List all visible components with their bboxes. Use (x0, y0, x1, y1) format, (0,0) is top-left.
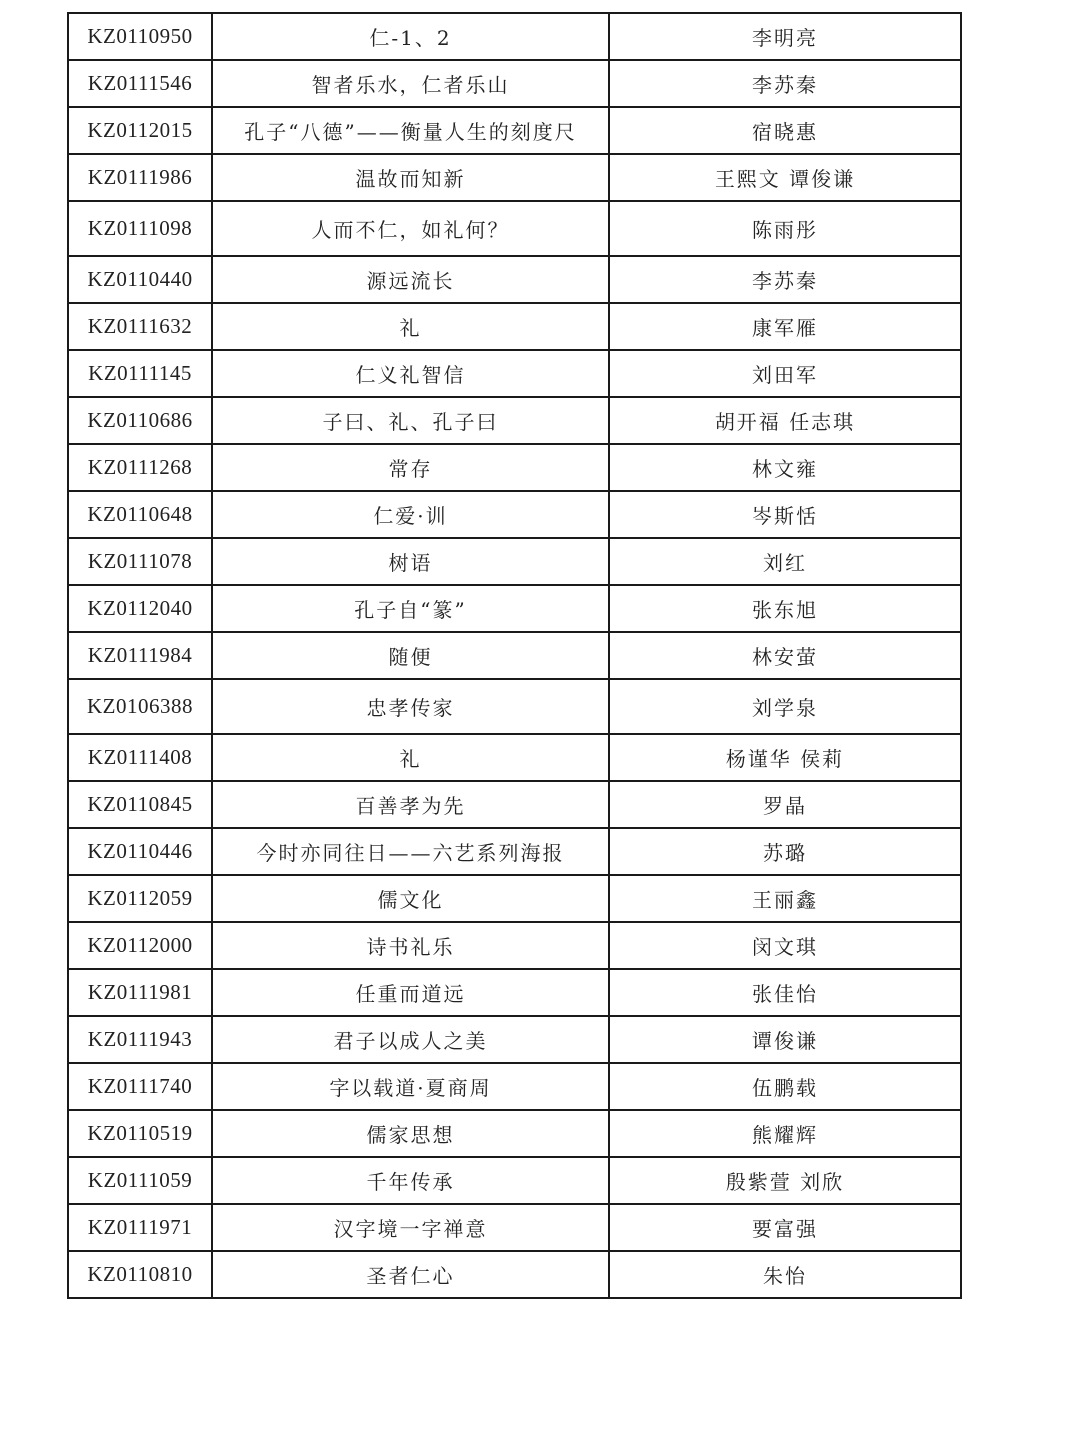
entry-id-cell: KZ0110519 (68, 1110, 212, 1157)
entry-title-cell: 礼 (212, 734, 609, 781)
entry-author-cell: 杨谨华 侯莉 (609, 734, 961, 781)
entry-id-cell: KZ0111268 (68, 444, 212, 491)
entry-author-cell: 伍鹏载 (609, 1063, 961, 1110)
table-row (68, 734, 961, 781)
entry-author-cell: 谭俊谦 (609, 1016, 961, 1063)
entry-id-cell: KZ0112000 (68, 922, 212, 969)
entry-title-cell: 忠孝传家 (212, 679, 609, 734)
entry-author-cell: 李苏秦 (609, 256, 961, 303)
entry-id-cell: KZ0111546 (68, 60, 212, 107)
entry-title-cell: 仁爱·训 (212, 491, 609, 538)
table-row (68, 679, 961, 734)
table-row (68, 397, 961, 444)
entry-author-cell: 王熙文 谭俊谦 (609, 154, 961, 201)
entry-title-cell: 礼 (212, 303, 609, 350)
entry-title-cell: 汉字境一字禅意 (212, 1204, 609, 1251)
table-row (68, 303, 961, 350)
entry-author-cell: 刘学泉 (609, 679, 961, 734)
table-row (68, 781, 961, 828)
entry-title-cell: 字以载道·夏商周 (212, 1063, 609, 1110)
entry-author-cell: 张佳怡 (609, 969, 961, 1016)
table-row (68, 969, 961, 1016)
entry-id-cell: KZ0111632 (68, 303, 212, 350)
entry-id-cell: KZ0111971 (68, 1204, 212, 1251)
table-row (68, 350, 961, 397)
entry-author-cell: 闵文琪 (609, 922, 961, 969)
entry-title-cell: 圣者仁心 (212, 1251, 609, 1298)
table-row (68, 828, 961, 875)
entry-title-cell: 任重而道远 (212, 969, 609, 1016)
entry-author-cell: 熊耀辉 (609, 1110, 961, 1157)
entry-title-cell: 君子以成人之美 (212, 1016, 609, 1063)
entry-title-cell: 千年传承 (212, 1157, 609, 1204)
entry-id-cell: KZ0111943 (68, 1016, 212, 1063)
entry-title-cell: 儒家思想 (212, 1110, 609, 1157)
table-row (68, 632, 961, 679)
entry-id-cell: KZ0110648 (68, 491, 212, 538)
table-row (68, 1016, 961, 1063)
entry-title-cell: 源远流长 (212, 256, 609, 303)
entry-author-cell: 苏璐 (609, 828, 961, 875)
entry-id-cell: KZ0111078 (68, 538, 212, 585)
entry-title-cell: 树语 (212, 538, 609, 585)
table-row (68, 1204, 961, 1251)
entry-author-cell: 殷紫萱 刘欣 (609, 1157, 961, 1204)
entry-author-cell: 王丽鑫 (609, 875, 961, 922)
entry-author-cell: 宿晓惠 (609, 107, 961, 154)
entry-title-cell: 仁-1、2 (212, 13, 609, 60)
entry-id-cell: KZ0111098 (68, 201, 212, 256)
entry-id-cell: KZ0111981 (68, 969, 212, 1016)
entry-id-cell: KZ0106388 (68, 679, 212, 734)
table-row (68, 875, 961, 922)
entry-title-cell: 温故而知新 (212, 154, 609, 201)
entry-id-cell: KZ0110686 (68, 397, 212, 444)
entry-title-cell: 孔子自“篆” (212, 585, 609, 632)
entry-title-cell: 常存 (212, 444, 609, 491)
table-row (68, 1110, 961, 1157)
table-row (68, 538, 961, 585)
entry-author-cell: 胡开福 任志琪 (609, 397, 961, 444)
entry-author-cell: 李明亮 (609, 13, 961, 60)
entry-id-cell: KZ0111984 (68, 632, 212, 679)
entry-id-cell: KZ0112059 (68, 875, 212, 922)
entry-title-cell: 百善孝为先 (212, 781, 609, 828)
entry-author-cell: 罗晶 (609, 781, 961, 828)
entry-author-cell: 林文雍 (609, 444, 961, 491)
entry-id-cell: KZ0111740 (68, 1063, 212, 1110)
entry-title-cell: 儒文化 (212, 875, 609, 922)
table-row (68, 201, 961, 256)
entry-author-cell: 刘红 (609, 538, 961, 585)
entry-id-cell: KZ0111059 (68, 1157, 212, 1204)
table-row (68, 1063, 961, 1110)
entry-id-cell: KZ0112040 (68, 585, 212, 632)
entry-id-cell: KZ0112015 (68, 107, 212, 154)
entry-id-cell: KZ0110845 (68, 781, 212, 828)
entry-author-cell: 张东旭 (609, 585, 961, 632)
entry-id-cell: KZ0110810 (68, 1251, 212, 1298)
table-row (68, 444, 961, 491)
entry-title-cell: 诗书礼乐 (212, 922, 609, 969)
table-row (68, 585, 961, 632)
entry-title-cell: 人而不仁，如礼何？ (212, 201, 609, 256)
entry-title-cell: 今时亦同往日——六艺系列海报 (212, 828, 609, 875)
entry-author-cell: 李苏秦 (609, 60, 961, 107)
entry-title-cell: 智者乐水，仁者乐山 (212, 60, 609, 107)
entry-author-cell: 康军雁 (609, 303, 961, 350)
table-row (68, 1157, 961, 1204)
table-row (68, 1251, 961, 1298)
entry-author-cell: 林安萤 (609, 632, 961, 679)
entry-title-cell: 孔子“八德”——衡量人生的刻度尺 (212, 107, 609, 154)
entry-author-cell: 刘田军 (609, 350, 961, 397)
entry-id-cell: KZ0110440 (68, 256, 212, 303)
table-row (68, 154, 961, 201)
entry-title-cell: 随便 (212, 632, 609, 679)
entry-author-cell: 要富强 (609, 1204, 961, 1251)
table-row (68, 491, 961, 538)
entry-id-cell: KZ0111986 (68, 154, 212, 201)
table-row (68, 256, 961, 303)
entry-id-cell: KZ0111408 (68, 734, 212, 781)
table-row (68, 107, 961, 154)
entry-id-cell: KZ0110950 (68, 13, 212, 60)
entries-table-body (68, 13, 961, 1298)
entry-id-cell: KZ0111145 (68, 350, 212, 397)
table-row (68, 922, 961, 969)
entry-author-cell: 岑斯恬 (609, 491, 961, 538)
table-row (68, 13, 961, 60)
entry-id-cell: KZ0110446 (68, 828, 212, 875)
entry-author-cell: 朱怡 (609, 1251, 961, 1298)
entry-title-cell: 仁义礼智信 (212, 350, 609, 397)
entry-author-cell: 陈雨彤 (609, 201, 961, 256)
table-row (68, 60, 961, 107)
entry-title-cell: 子曰、礼、孔子曰 (212, 397, 609, 444)
entries-table (67, 12, 962, 1299)
